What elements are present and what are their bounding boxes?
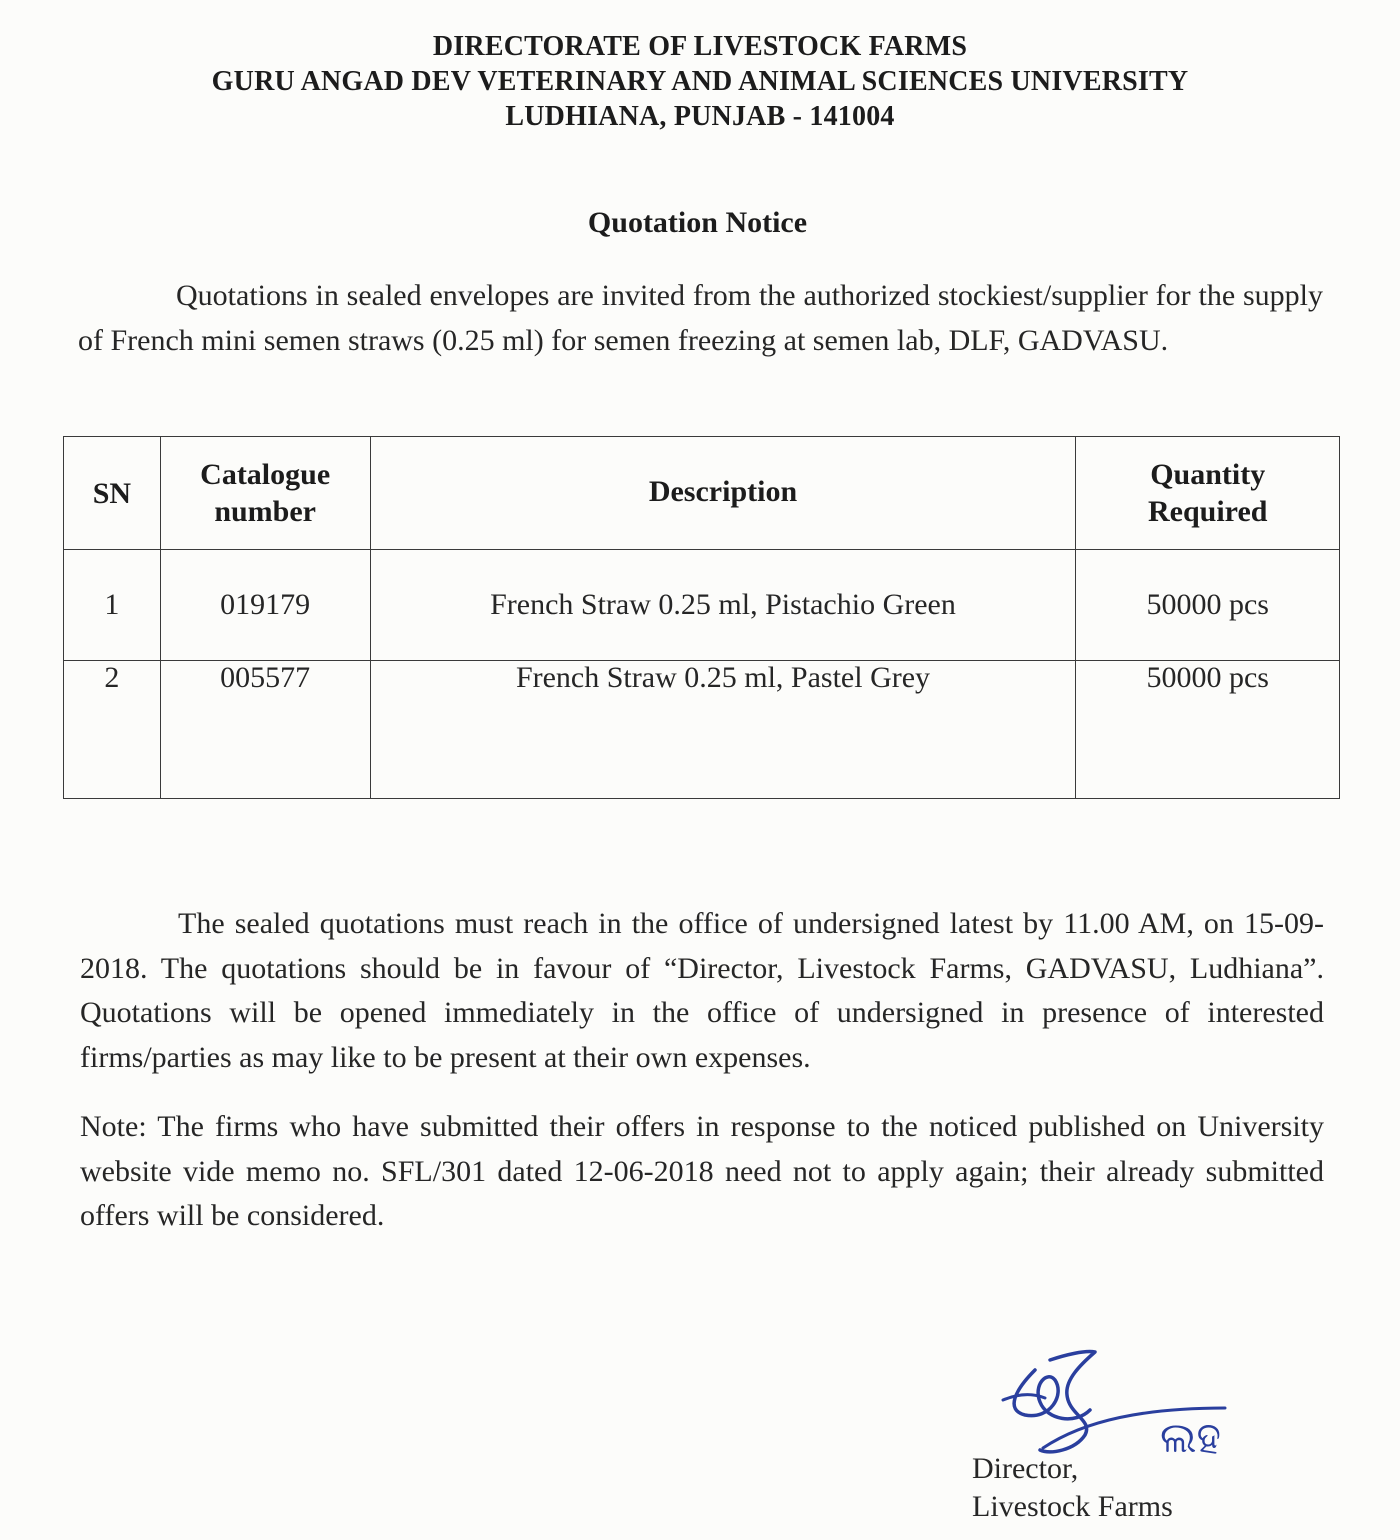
- note-paragraph: Note: The firms who have submitted their offers in response to the noticed published on University website vide memo no. SFL/301 dated 12-06-2018 need not to apply again; their already submitted offers will be considered.: [80, 1110, 1324, 1232]
- intro-text: Quotations in sealed envelopes are invited from the authorized stockiest/supplier for the supply of French mini semen straws (0.25 ml) for semen freezing at semen lab, DLF, GADVASU.: [78, 279, 1323, 357]
- col-header-quantity-text: Quantity Required: [1147, 458, 1268, 528]
- signatory-office: Livestock Farms: [972, 1490, 1173, 1523]
- deadline-paragraph: [80, 902, 1324, 1080]
- col-header-description: Description: [370, 437, 1076, 550]
- table-header-row: [64, 437, 1340, 550]
- table-row: [64, 550, 1340, 661]
- signatory-block: [972, 1450, 1173, 1526]
- cell-quantity: 50000 pcs: [1076, 550, 1340, 661]
- cell-sn: 1: [64, 550, 161, 661]
- signatory-title: Director,: [972, 1452, 1079, 1485]
- cell-catalogue: 019179: [160, 550, 370, 661]
- col-header-quantity: [1076, 437, 1340, 550]
- notice-title: Quotation Notice: [587, 206, 808, 239]
- signature-date: ଲହ: [1160, 1413, 1222, 1462]
- cell-description: French Straw 0.25 ml, Pastel Grey: [370, 661, 1076, 799]
- col-header-sn: SN: [64, 437, 161, 550]
- header-university: GURU ANGAD DEV VETERINARY AND ANIMAL SCIENCES UNIVERSITY: [211, 66, 1189, 97]
- cell-sn: 2: [64, 661, 161, 799]
- intro-paragraph: [78, 274, 1323, 363]
- cell-quantity: 50000 pcs: [1076, 661, 1340, 799]
- col-header-catalogue-text: Catalogue number: [200, 458, 331, 528]
- cell-description: French Straw 0.25 ml, Pistachio Green: [370, 550, 1076, 661]
- table-row: [64, 661, 1340, 799]
- cell-catalogue: 005577: [160, 661, 370, 799]
- items-table: [63, 436, 1340, 799]
- deadline-text: The sealed quotations must reach in the office of undersigned latest by 11.00 AM, on 15-09-2018. The quotations should be in favour of “Director, Livestock Farms, GADVASU, Ludhiana”. Quotations will be opened immediately in the office of undersigned in presence of interested firms/parties as may like to be present at their own expenses.: [80, 907, 1324, 1074]
- col-header-catalogue: [160, 437, 370, 550]
- header-address: LUDHIANA, PUNJAB - 141004: [505, 101, 895, 132]
- header-directorate: DIRECTORATE OF LIVESTOCK FARMS: [432, 31, 968, 62]
